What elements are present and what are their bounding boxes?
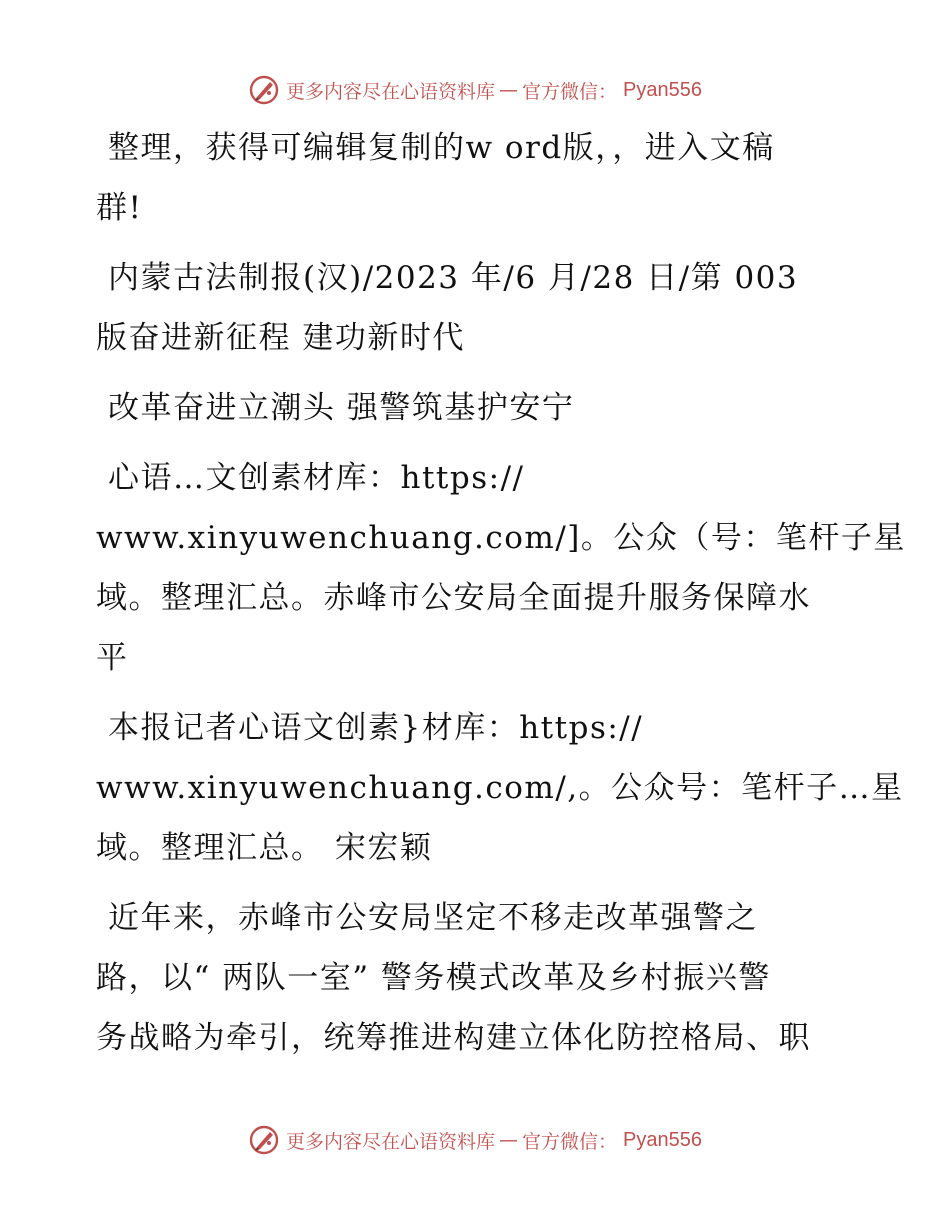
text-line: 整理，获得可编辑复制的w ord版，，进入文稿 [108,130,775,166]
paragraph [96,698,904,878]
paragraph [96,888,856,1068]
banner-wechat-id: Pyan556 [623,1128,702,1151]
text-line: www.xinyuwenchuang.com/]。公众（号：笔杆子星 [96,520,906,556]
text-line: 心语…文创素材库：https:// [108,460,525,496]
footer-banner [0,1120,950,1160]
banner-dash: — [499,1129,519,1151]
banner-wechat-label: 官方微信： [522,1130,618,1153]
text-line: 内蒙古法制报(汉)/2023 年/6 月/28 日/第 003 [108,260,799,296]
text-line: 本报记者心语文创素}材库：https:// [108,710,644,746]
quill-pen-logo-icon [248,1124,280,1156]
header-banner [0,70,950,110]
text-line: 务战略为牵引，统筹推进构建立体化防控格局、职 [96,1020,811,1056]
banner-text: 更多内容尽在心语资料库 [286,1130,496,1153]
text-line: 近年来，赤峰市公安局坚定不移走改革强警之 [108,900,758,936]
text-line: 平 [96,640,129,676]
banner-text: 更多内容尽在心语资料库 [286,80,496,103]
document-body [96,118,906,1078]
paragraph [96,378,856,438]
text-line: 路，以“ 两队一室” 警务模式改革及乡村振兴警 [96,960,771,996]
text-line: 域。整理汇总。赤峰市公安局全面提升服务保障水 [96,580,811,616]
quill-pen-logo-icon [248,74,280,106]
text-line: 群! [96,190,143,226]
paragraph [96,118,856,238]
paragraph [96,248,856,368]
banner-dash: — [499,79,519,101]
text-line: www.xinyuwenchuang.com/,。公众号：笔杆子…星 [96,770,904,806]
banner-wechat-label: 官方微信： [522,80,618,103]
text-line: 版奋进新征程 建功新时代 [96,320,465,356]
text-line: 域。整理汇总。 宋宏颖 [96,830,433,866]
paragraph [96,448,906,688]
banner-wechat-id: Pyan556 [623,78,702,101]
text-line: 改革奋进立潮头 强警筑基护安宁 [108,390,575,426]
